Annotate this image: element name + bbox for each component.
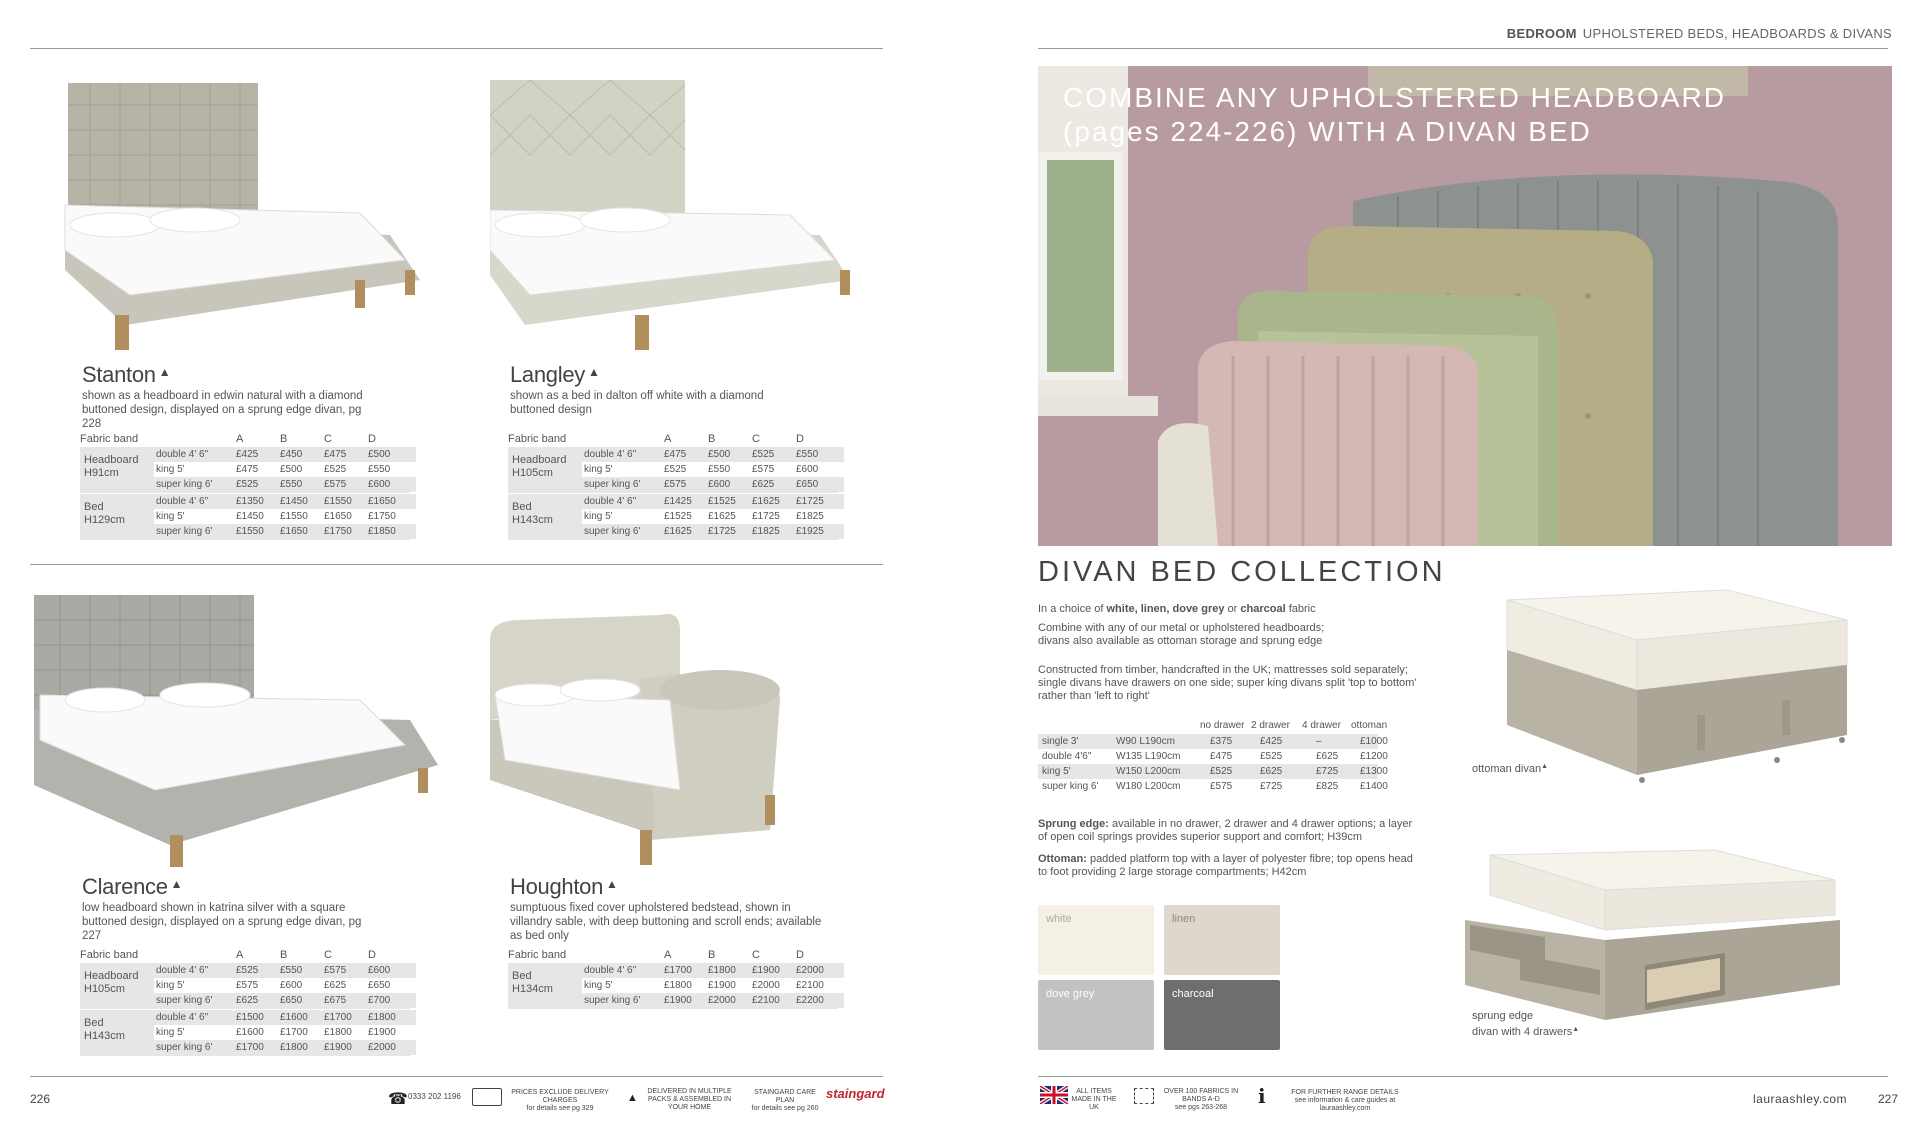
table-header-cell: C xyxy=(324,433,332,445)
table-cell: £1700 xyxy=(280,1027,308,1038)
table-group xyxy=(508,494,838,540)
table-cell: king 5' xyxy=(156,464,185,475)
table-cell: king 5' xyxy=(156,980,185,991)
clarence-bed-image xyxy=(30,590,440,870)
table-cell: £475 xyxy=(664,449,687,460)
table-header-cell: D xyxy=(796,949,804,961)
divan-table-row xyxy=(1038,734,1388,749)
table-cell: £525 xyxy=(664,464,687,475)
table-cell: super king 6' xyxy=(584,479,641,490)
website-link[interactable]: lauraashley.com xyxy=(1753,1092,1847,1106)
table-group xyxy=(80,1010,410,1056)
swatch-linen[interactable]: linen xyxy=(1164,905,1280,975)
houghton-name: Houghton ▲ xyxy=(510,874,618,899)
table-header xyxy=(508,949,838,963)
ottoman-text: Ottoman: padded platform top with a layer of polyester fibre; top opens head to foot providing 2 large storage compartments; H42cm xyxy=(1038,853,1413,878)
table-cell: £1500 xyxy=(236,1012,264,1023)
table-row xyxy=(154,509,416,524)
table-row xyxy=(154,978,416,993)
group-label-2: H129cm xyxy=(84,514,125,526)
table-cell: £1700 xyxy=(664,965,692,976)
table-cell: £550 xyxy=(796,449,819,460)
table-cell: £1550 xyxy=(236,526,264,537)
table-cell: £1850 xyxy=(368,526,396,537)
houghton-description: sumptuous fixed cover upholstered bedstead, shown in villandry sable, with deep buttoning and scroll ends; available as bed only xyxy=(510,902,822,942)
delivery-van-icon xyxy=(472,1088,502,1106)
table-cell: £1900 xyxy=(368,1027,396,1038)
divan-header-cell: 4 drawer xyxy=(1302,720,1341,731)
info-icon: i xyxy=(1258,1084,1266,1108)
table-cell: £550 xyxy=(368,464,391,475)
table-cell: £575 xyxy=(664,479,687,490)
table-cell: £475 xyxy=(236,464,259,475)
table-row xyxy=(582,509,844,524)
table-header-cell: C xyxy=(752,433,760,445)
table-row xyxy=(154,477,416,492)
top-rule-right xyxy=(1038,48,1888,49)
langley-description: shown as a bed in dalton off white with a diamond buttoned design xyxy=(510,390,764,416)
table-cell: double 4' 6" xyxy=(584,496,637,507)
table-cell: £500 xyxy=(368,449,391,460)
table-cell: £600 xyxy=(280,980,303,991)
table-cell: £525 xyxy=(752,449,775,460)
divan-table-cell: W135 L190cm xyxy=(1116,751,1181,762)
divan-table-cell: single 3' xyxy=(1042,736,1079,747)
divan-table-cell: W180 L200cm xyxy=(1116,781,1181,792)
footer-rule-right xyxy=(1038,1076,1888,1077)
table-cell: £575 xyxy=(324,479,347,490)
table-cell: £600 xyxy=(368,479,391,490)
table-row xyxy=(154,1025,416,1040)
group-label-2: H143cm xyxy=(84,1030,125,1042)
divan-table-cell: king 5' xyxy=(1042,766,1071,777)
table-header-cell: Fabric band xyxy=(508,949,567,961)
footer-fabrics: OVER 100 FABRICS IN BANDS A-D see pgs 263-268 xyxy=(1163,1088,1239,1111)
table-cell: £600 xyxy=(796,464,819,475)
top-rule xyxy=(30,48,883,49)
table-cell: £475 xyxy=(324,449,347,460)
table-header-cell: C xyxy=(324,949,332,961)
divan-header-cell: 2 drawer xyxy=(1251,720,1290,731)
table-header-cell: A xyxy=(664,949,672,961)
divan-header-cell: ottoman xyxy=(1351,720,1388,731)
table-row xyxy=(154,494,416,509)
divan-table-cell: £375 xyxy=(1210,736,1233,747)
table-cell: £1900 xyxy=(708,980,736,991)
sprung-edge-text: Sprung edge: available in no drawer, 2 drawer and 4 drawer options; a layer of open coil springs provides superior support and comfort; H39cm xyxy=(1038,818,1413,843)
staingard-logo: staingard xyxy=(826,1086,885,1101)
table-cell: £650 xyxy=(368,980,391,991)
table-header-cell: D xyxy=(368,433,376,445)
divan-table-cell: £625 xyxy=(1260,766,1283,777)
table-cell: £2200 xyxy=(796,995,824,1006)
stanton-name: Stanton ▲ xyxy=(82,362,171,387)
group-label-2: H134cm xyxy=(512,983,553,995)
table-header-cell: C xyxy=(752,949,760,961)
table-cell: £1525 xyxy=(708,496,736,507)
table-cell: £675 xyxy=(324,995,347,1006)
right-page xyxy=(960,0,1920,1135)
ottoman-divan-caption: ottoman divan▲ xyxy=(1472,763,1549,775)
table-group-label xyxy=(84,1017,125,1043)
table-cell: £1750 xyxy=(368,511,396,522)
table-cell: double 4' 6" xyxy=(156,496,209,507)
table-cell: £1725 xyxy=(796,496,824,507)
table-header-cell: D xyxy=(796,433,804,445)
table-header-cell: B xyxy=(708,433,716,445)
divan-table-cell: double 4'6" xyxy=(1042,751,1092,762)
divan-table-cell: £1400 xyxy=(1360,781,1388,792)
table-cell: £2000 xyxy=(368,1042,396,1053)
clarence-price-table xyxy=(80,949,420,1059)
table-cell: £1900 xyxy=(324,1042,352,1053)
footer-made-uk: ALL ITEMS MADE IN THE UK xyxy=(1071,1088,1117,1111)
table-header-cell: A xyxy=(236,433,244,445)
table-cell: £2000 xyxy=(708,995,736,1006)
table-cell: £500 xyxy=(280,464,303,475)
hero-caption: COMBINE ANY UPHOLSTERED HEADBOARD (pages 224-226) WITH A DIVAN BED xyxy=(1063,82,1726,147)
table-cell: super king 6' xyxy=(156,1042,213,1053)
table-cell: king 5' xyxy=(156,1027,185,1038)
ottoman-divan-image xyxy=(1487,580,1867,790)
divan-table-cell: £525 xyxy=(1210,766,1233,777)
table-cell: £575 xyxy=(236,980,259,991)
table-cell: £1650 xyxy=(324,511,352,522)
table-row xyxy=(582,462,844,477)
langley-price-table xyxy=(508,433,848,543)
table-cell: £650 xyxy=(280,995,303,1006)
table-group xyxy=(80,447,410,493)
table-cell: £1800 xyxy=(664,980,692,991)
table-header-cell: B xyxy=(280,949,288,961)
table-group-label xyxy=(84,970,138,996)
table-header-cell: A xyxy=(664,433,672,445)
table-cell: king 5' xyxy=(156,511,185,522)
footer-info: FOR FURTHER RANGE DETAILS see information & care guides at lauraashley.com xyxy=(1291,1089,1399,1112)
divan-table-cell: £1000 xyxy=(1360,736,1388,747)
table-cell: £1525 xyxy=(664,511,692,522)
table-header-cell: B xyxy=(280,433,288,445)
table-cell: £1600 xyxy=(280,1012,308,1023)
group-label-2: H105cm xyxy=(512,467,553,479)
table-cell: £1800 xyxy=(324,1027,352,1038)
divan-table-cell: £725 xyxy=(1316,766,1339,777)
table-row xyxy=(154,963,416,978)
swatch-white[interactable]: white xyxy=(1038,905,1154,975)
divan-table-cell: W150 L200cm xyxy=(1116,766,1181,777)
table-group xyxy=(508,447,838,493)
table-cell: £1450 xyxy=(236,511,264,522)
table-cell: double 4' 6" xyxy=(156,449,209,460)
divan-table-row xyxy=(1038,764,1388,779)
table-cell: £425 xyxy=(236,449,259,460)
table-cell: £600 xyxy=(708,479,731,490)
fabric-choice-text: In a choice of white, linen, dove grey or charcoal fabric xyxy=(1038,603,1316,615)
divan-table-cell: £425 xyxy=(1260,736,1283,747)
table-cell: super king 6' xyxy=(584,995,641,1006)
table-cell: £500 xyxy=(708,449,731,460)
table-row xyxy=(582,477,844,492)
group-label-2: H105cm xyxy=(84,983,125,995)
table-cell: £450 xyxy=(280,449,303,460)
table-cell: £1450 xyxy=(280,496,308,507)
divan-table-cell: super king 6' xyxy=(1042,781,1099,792)
table-header-cell: Fabric band xyxy=(80,949,139,961)
table-cell: £700 xyxy=(368,995,391,1006)
table-row xyxy=(154,447,416,462)
table-cell: £1825 xyxy=(796,511,824,522)
table-cell: £600 xyxy=(368,965,391,976)
table-row xyxy=(154,1010,416,1025)
table-cell: £1625 xyxy=(708,511,736,522)
table-cell: £1550 xyxy=(324,496,352,507)
table-cell: £575 xyxy=(324,965,347,976)
table-cell: £1650 xyxy=(368,496,396,507)
divan-table-cell: £575 xyxy=(1210,781,1233,792)
clarence-name: Clarence ▲ xyxy=(82,874,183,899)
table-group xyxy=(80,963,410,1009)
page-number-left: 226 xyxy=(30,1092,51,1106)
table-cell: £625 xyxy=(236,995,259,1006)
table-cell: super king 6' xyxy=(156,479,213,490)
divan-table-row xyxy=(1038,779,1388,794)
table-group-label xyxy=(512,454,566,480)
footer-packs: DELIVERED IN MULTIPLE PACKS & ASSEMBLED IN YOUR HOME xyxy=(647,1088,732,1111)
table-cell: super king 6' xyxy=(584,526,641,537)
fabric-swatch-icon xyxy=(1134,1088,1154,1104)
group-label-1: Headboard xyxy=(512,454,567,466)
divan-table-cell: W90 L190cm xyxy=(1116,736,1175,747)
table-cell: £2000 xyxy=(752,980,780,991)
table-cell: super king 6' xyxy=(156,995,213,1006)
divan-table-cell: £825 xyxy=(1316,781,1339,792)
middle-rule xyxy=(30,564,883,565)
table-header xyxy=(508,433,838,447)
table-cell: £575 xyxy=(752,464,775,475)
phone-icon: ☎ xyxy=(388,1091,408,1108)
houghton-bed-image xyxy=(480,590,880,870)
houghton-price-table xyxy=(508,949,848,1009)
table-cell: £1800 xyxy=(280,1042,308,1053)
divan-table-cell: £525 xyxy=(1260,751,1283,762)
divan-price-table xyxy=(1038,718,1418,798)
table-cell: £525 xyxy=(236,965,259,976)
table-cell: £1350 xyxy=(236,496,264,507)
construction-text: Constructed from timber, handcrafted in the UK; mattresses sold separately; single divans have drawers on one side; super king divans split 'top to bottom' rather than 'left to right' xyxy=(1038,664,1417,702)
divan-table-cell: £725 xyxy=(1260,781,1283,792)
table-row xyxy=(582,963,844,978)
stanton-bed-image xyxy=(60,75,440,355)
table-cell: £525 xyxy=(236,479,259,490)
divan-table-cell: – xyxy=(1316,736,1322,747)
divan-table-cell: £1200 xyxy=(1360,751,1388,762)
table-cell: double 4' 6" xyxy=(156,1012,209,1023)
table-cell: £1625 xyxy=(664,526,692,537)
table-cell: king 5' xyxy=(584,511,613,522)
footer-care: STAINGARD CARE PLAN for details see pg 260 xyxy=(751,1089,819,1112)
divan-table-row xyxy=(1038,749,1388,764)
langley-name: Langley ▲ xyxy=(510,362,600,387)
group-label-1: Bed xyxy=(512,970,532,982)
group-label-1: Headboard xyxy=(84,970,139,982)
table-cell: £1700 xyxy=(236,1042,264,1053)
table-cell: £2100 xyxy=(796,980,824,991)
assembly-icon: ▲ xyxy=(627,1092,638,1104)
table-group-label xyxy=(512,501,553,527)
divan-title: DIVAN BED COLLECTION xyxy=(1038,556,1446,588)
group-label-2: H143cm xyxy=(512,514,553,526)
table-cell: £1725 xyxy=(708,526,736,537)
table-header-cell: D xyxy=(368,949,376,961)
table-cell: £550 xyxy=(708,464,731,475)
table-cell: super king 6' xyxy=(156,526,213,537)
table-cell: £1800 xyxy=(368,1012,396,1023)
table-cell: £1825 xyxy=(752,526,780,537)
table-row xyxy=(154,462,416,477)
table-cell: double 4' 6" xyxy=(584,965,637,976)
table-header-cell: B xyxy=(708,949,716,961)
table-cell: £1625 xyxy=(752,496,780,507)
table-cell: £1425 xyxy=(664,496,692,507)
table-header-cell: Fabric band xyxy=(80,433,139,445)
table-row xyxy=(582,494,844,509)
table-cell: £550 xyxy=(280,479,303,490)
table-cell: £2100 xyxy=(752,995,780,1006)
table-cell: £1750 xyxy=(324,526,352,537)
table-cell: £550 xyxy=(280,965,303,976)
table-cell: king 5' xyxy=(584,464,613,475)
table-group-label xyxy=(84,454,138,480)
group-label-2: H91cm xyxy=(84,467,119,479)
table-header xyxy=(80,433,410,447)
table-header-cell: Fabric band xyxy=(508,433,567,445)
table-cell: £1900 xyxy=(752,965,780,976)
divan-header-cell: no drawer xyxy=(1200,720,1245,731)
table-header xyxy=(80,949,410,963)
combine-text: Combine with any of our metal or upholstered headboards; divans also available as ottoman storage and sprung edge xyxy=(1038,622,1325,647)
table-row xyxy=(154,1040,416,1055)
table-row xyxy=(582,978,844,993)
group-label-1: Bed xyxy=(84,1017,104,1029)
sprung-divan-caption: sprung edge divan with 4 drawers▲ xyxy=(1472,1010,1580,1038)
footer-delivery: PRICES EXCLUDE DELIVERY CHARGES for details see pg 329 xyxy=(511,1089,609,1112)
table-cell: £1925 xyxy=(796,526,824,537)
clarence-description: low headboard shown in katrina silver with a square buttoned design, displayed on a sprung edge divan, pg 227 xyxy=(82,902,362,942)
table-cell: double 4' 6" xyxy=(584,449,637,460)
table-group-label xyxy=(512,970,553,996)
hero-photo xyxy=(1038,66,1892,546)
table-cell: £625 xyxy=(752,479,775,490)
table-cell: £2000 xyxy=(796,965,824,976)
table-cell: £1700 xyxy=(324,1012,352,1023)
table-row xyxy=(582,447,844,462)
table-cell: £650 xyxy=(796,479,819,490)
table-row xyxy=(582,993,844,1008)
table-cell: £625 xyxy=(324,980,347,991)
table-cell: £1550 xyxy=(280,511,308,522)
divan-table-cell: £475 xyxy=(1210,751,1233,762)
table-group-label xyxy=(84,501,125,527)
swatch-charcoal[interactable]: charcoal xyxy=(1164,980,1280,1050)
langley-bed-image xyxy=(490,75,870,355)
page-number-right: 227 xyxy=(1878,1092,1899,1106)
table-cell: £1800 xyxy=(708,965,736,976)
stanton-description: shown as a headboard in edwin natural with a diamond buttoned design, displayed on a sprung edge divan, pg 228 xyxy=(82,390,363,430)
table-cell: £525 xyxy=(324,464,347,475)
table-row xyxy=(154,993,416,1008)
stanton-price-table xyxy=(80,433,420,543)
footer-phone: 0333 202 1196 xyxy=(408,1092,461,1101)
table-cell: £1725 xyxy=(752,511,780,522)
section-header: BEDROOM UPHOLSTERED BEDS, HEADBOARDS & DIVANS xyxy=(1506,26,1892,41)
table-row xyxy=(154,524,416,539)
table-group xyxy=(80,494,410,540)
table-header-cell: A xyxy=(236,949,244,961)
divan-table-header xyxy=(1038,718,1418,733)
divan-table-cell: £1300 xyxy=(1360,766,1388,777)
swatch-dove-grey[interactable]: dove grey xyxy=(1038,980,1154,1050)
union-flag-icon xyxy=(1040,1086,1068,1104)
table-cell: £1600 xyxy=(236,1027,264,1038)
table-cell: £1900 xyxy=(664,995,692,1006)
table-cell: double 4' 6" xyxy=(156,965,209,976)
table-row xyxy=(582,524,844,539)
table-cell: king 5' xyxy=(584,980,613,991)
group-label-1: Bed xyxy=(84,501,104,513)
table-cell: £1650 xyxy=(280,526,308,537)
group-label-1: Headboard xyxy=(84,454,139,466)
table-group xyxy=(508,963,838,1009)
footer-rule xyxy=(30,1076,883,1077)
group-label-1: Bed xyxy=(512,501,532,513)
divan-table-cell: £625 xyxy=(1316,751,1339,762)
